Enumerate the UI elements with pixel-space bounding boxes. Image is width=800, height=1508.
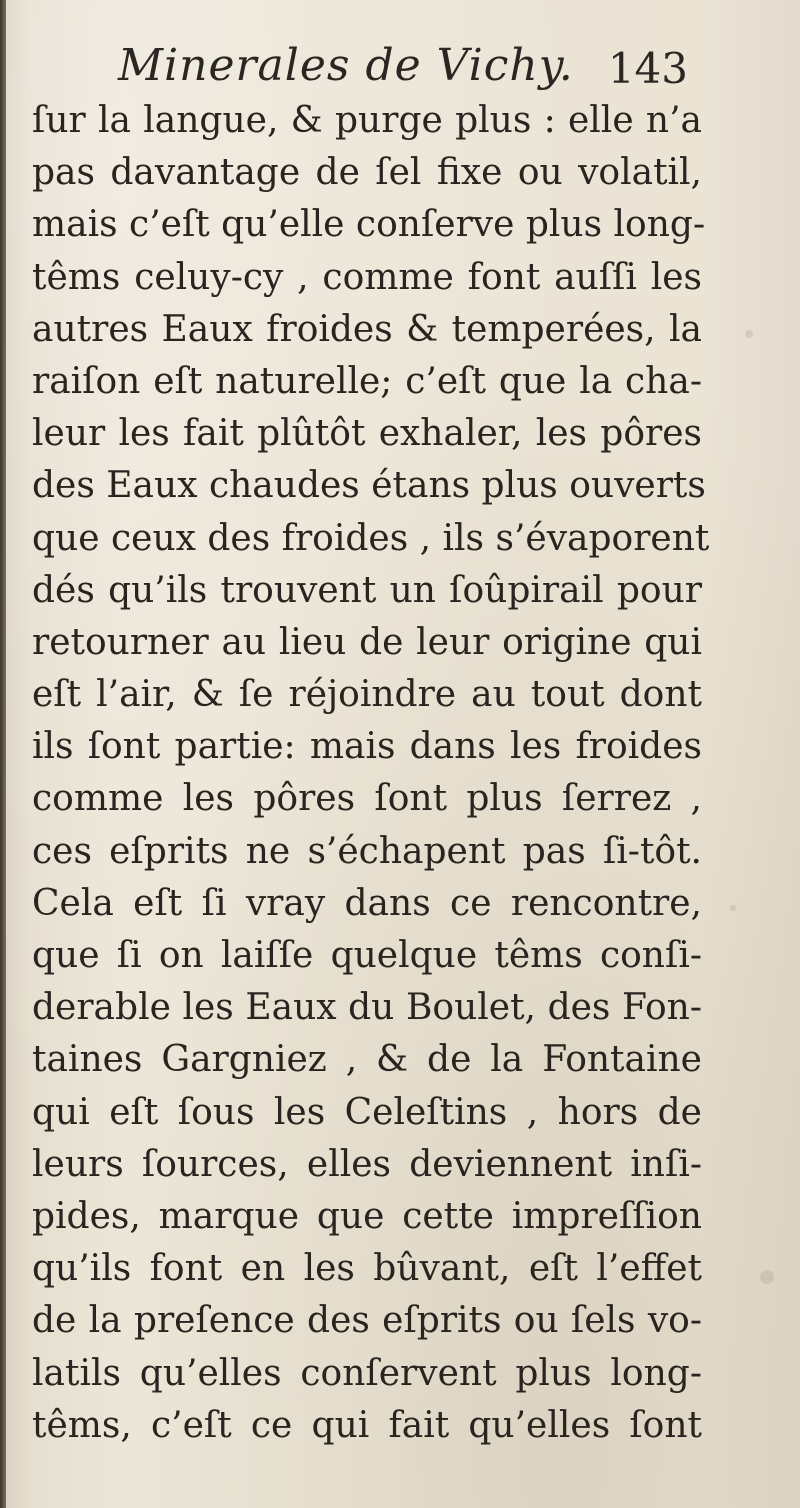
text-line: des Eaux chaudes étans plus ouverts xyxy=(32,465,706,507)
text-line: ſur la langue, & purge plus : elle n’a xyxy=(32,100,702,141)
text-line: têms celuy-cy , comme font auſſi les xyxy=(32,256,702,298)
text-line: eſt l’air, & ſe réjoindre au tout dont xyxy=(32,674,702,716)
text-line: autres Eaux froides & temperées, la xyxy=(32,308,702,350)
text-line: taines Gargniez , & de la Fontaine xyxy=(32,1039,702,1081)
text-line: pas davantage de ſel fixe ou volatil, xyxy=(32,152,702,194)
text-line: ces eſprits ne s’échapent pas ſi-tôt. xyxy=(32,830,702,872)
text-line: comme les pôres ſont plus ſerrez , xyxy=(32,778,702,820)
page-header xyxy=(0,40,800,100)
text-line: qu’ils font en les bûvant, eſt l’effet xyxy=(32,1248,702,1290)
text-line: raiſon eſt naturelle; c’eſt que la cha- xyxy=(32,360,702,402)
text-line: de la preſence des eſprits ou ſels vo- xyxy=(32,1300,702,1342)
text-line: qui eſt ſous les Celeſtins , hors de xyxy=(32,1091,702,1133)
text-line: que ſi on laiſſe quelque têms conſi- xyxy=(32,935,702,976)
paper-blemish xyxy=(760,1270,774,1284)
text-line: têms, c’eſt ce qui fait qu’elles ſont xyxy=(32,1404,702,1446)
text-line: latils qu’elles conſervent plus long- xyxy=(32,1352,702,1394)
paper-blemish xyxy=(730,905,736,911)
text-line: dés qu’ils trouvent un ſoûpirail pour xyxy=(32,569,702,611)
text-line: que ceux des froides , ils s’évaporent xyxy=(32,517,710,559)
text-line: ils ſont partie: mais dans les froides xyxy=(32,726,702,768)
paper-blemish xyxy=(745,330,753,338)
body-text xyxy=(32,95,710,1452)
page-gutter xyxy=(0,0,6,1508)
text-line: leur les fait plûtôt exhaler, les pôres xyxy=(32,413,702,455)
running-title: Minerales de Vichy. xyxy=(118,40,574,91)
text-line: retourner au lieu de leur origine qui xyxy=(32,621,702,663)
text-line: mais c’eſt qu’elle conſerve plus long- xyxy=(32,204,706,246)
page-number: 143 xyxy=(607,44,688,93)
text-line: leurs ſources, elles deviennent inſi- xyxy=(32,1143,702,1185)
text-line: pides, marque que cette impreſſion xyxy=(32,1195,702,1237)
text-line: Cela eſt ſi vray dans ce rencontre, xyxy=(32,882,702,924)
text-line: derable les Eaux du Boulet, des Fon- xyxy=(32,987,702,1029)
